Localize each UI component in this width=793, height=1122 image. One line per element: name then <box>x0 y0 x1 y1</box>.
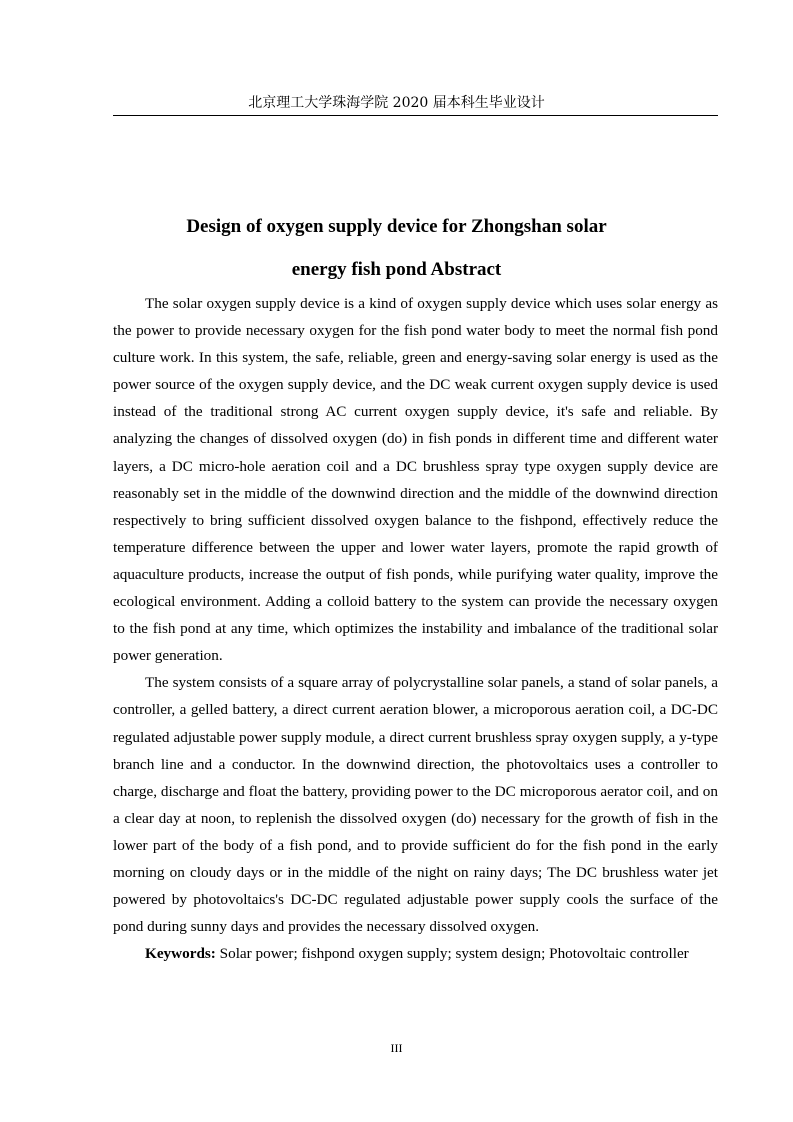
title-line-2: energy fish pond Abstract <box>291 259 502 280</box>
page-number: III <box>390 1041 403 1055</box>
abstract-paragraph-2: The system consists of a square array of polycrystalline solar panels, a stand of solar panels, a controller, a gelled battery, a direct current aeration blower, a microporous aeration coil, a DC-DC regulated adjustable power supply module, a direct current brushless spray oxygen supply, a y-type branch line and a conductor. In the downwind direction, the photovoltaics uses a controller to charge, discharge and float the battery, providing power to the DC microporous aerator coil, and on a clear day at noon, to replenish the dissolved oxygen (do) necessary for the growth of fish in the lower part of the body of a fish pond, and to provide sufficient do for the fish pond in the early morning on cloudy days or in the middle of the night on rainy days; The DC brushless water jet powered by photovoltaics's DC-DC regulated adjustable power supply cools the surface of the pond during sunny days and provides the necessary dissolved oxygen. <box>113 674 718 936</box>
keywords-label: Keywords: <box>145 945 216 963</box>
keywords-text: Solar power; fishpond oxygen supply; system design; Photovoltaic controller <box>215 945 689 963</box>
header-divider <box>113 115 718 116</box>
title-line-1: Design of oxygen supply device for Zhongshan solar <box>186 216 607 237</box>
abstract-body <box>113 290 718 967</box>
page-header: 北京理工大学珠海学院 2020 届本科生毕业设计 <box>248 95 545 111</box>
abstract-paragraph-1: The solar oxygen supply device is a kind of oxygen supply device which uses solar energy as the power to provide necessary oxygen for the fish pond water body to meet the normal fish pond culture work. In this system, the safe, reliable, green and energy-saving solar energy is used as the power source of the oxygen supply device, and the DC weak current oxygen supply device is used instead of the traditional strong AC current oxygen supply device, it's safe and reliable. By analyzing the changes of dissolved oxygen (do) in fish ponds in different time and different water layers, a DC micro-hole aeration coil and a DC brushless spray type oxygen supply device are reasonably set in the middle of the downwind direction and the middle of the downwind direction respectively to bring sufficient dissolved oxygen balance to the fishpond, effectively reduce the temperature difference between the upper and lower water layers, promote the rapid growth of aquaculture products, increase the output of fish ponds, while purifying water quality, improve the ecological environment. Adding a colloid battery to the system can provide the necessary oxygen to the fish pond at any time, which optimizes the instability and imbalance of the traditional solar power generation. <box>113 295 718 665</box>
keywords-line <box>113 940 718 967</box>
